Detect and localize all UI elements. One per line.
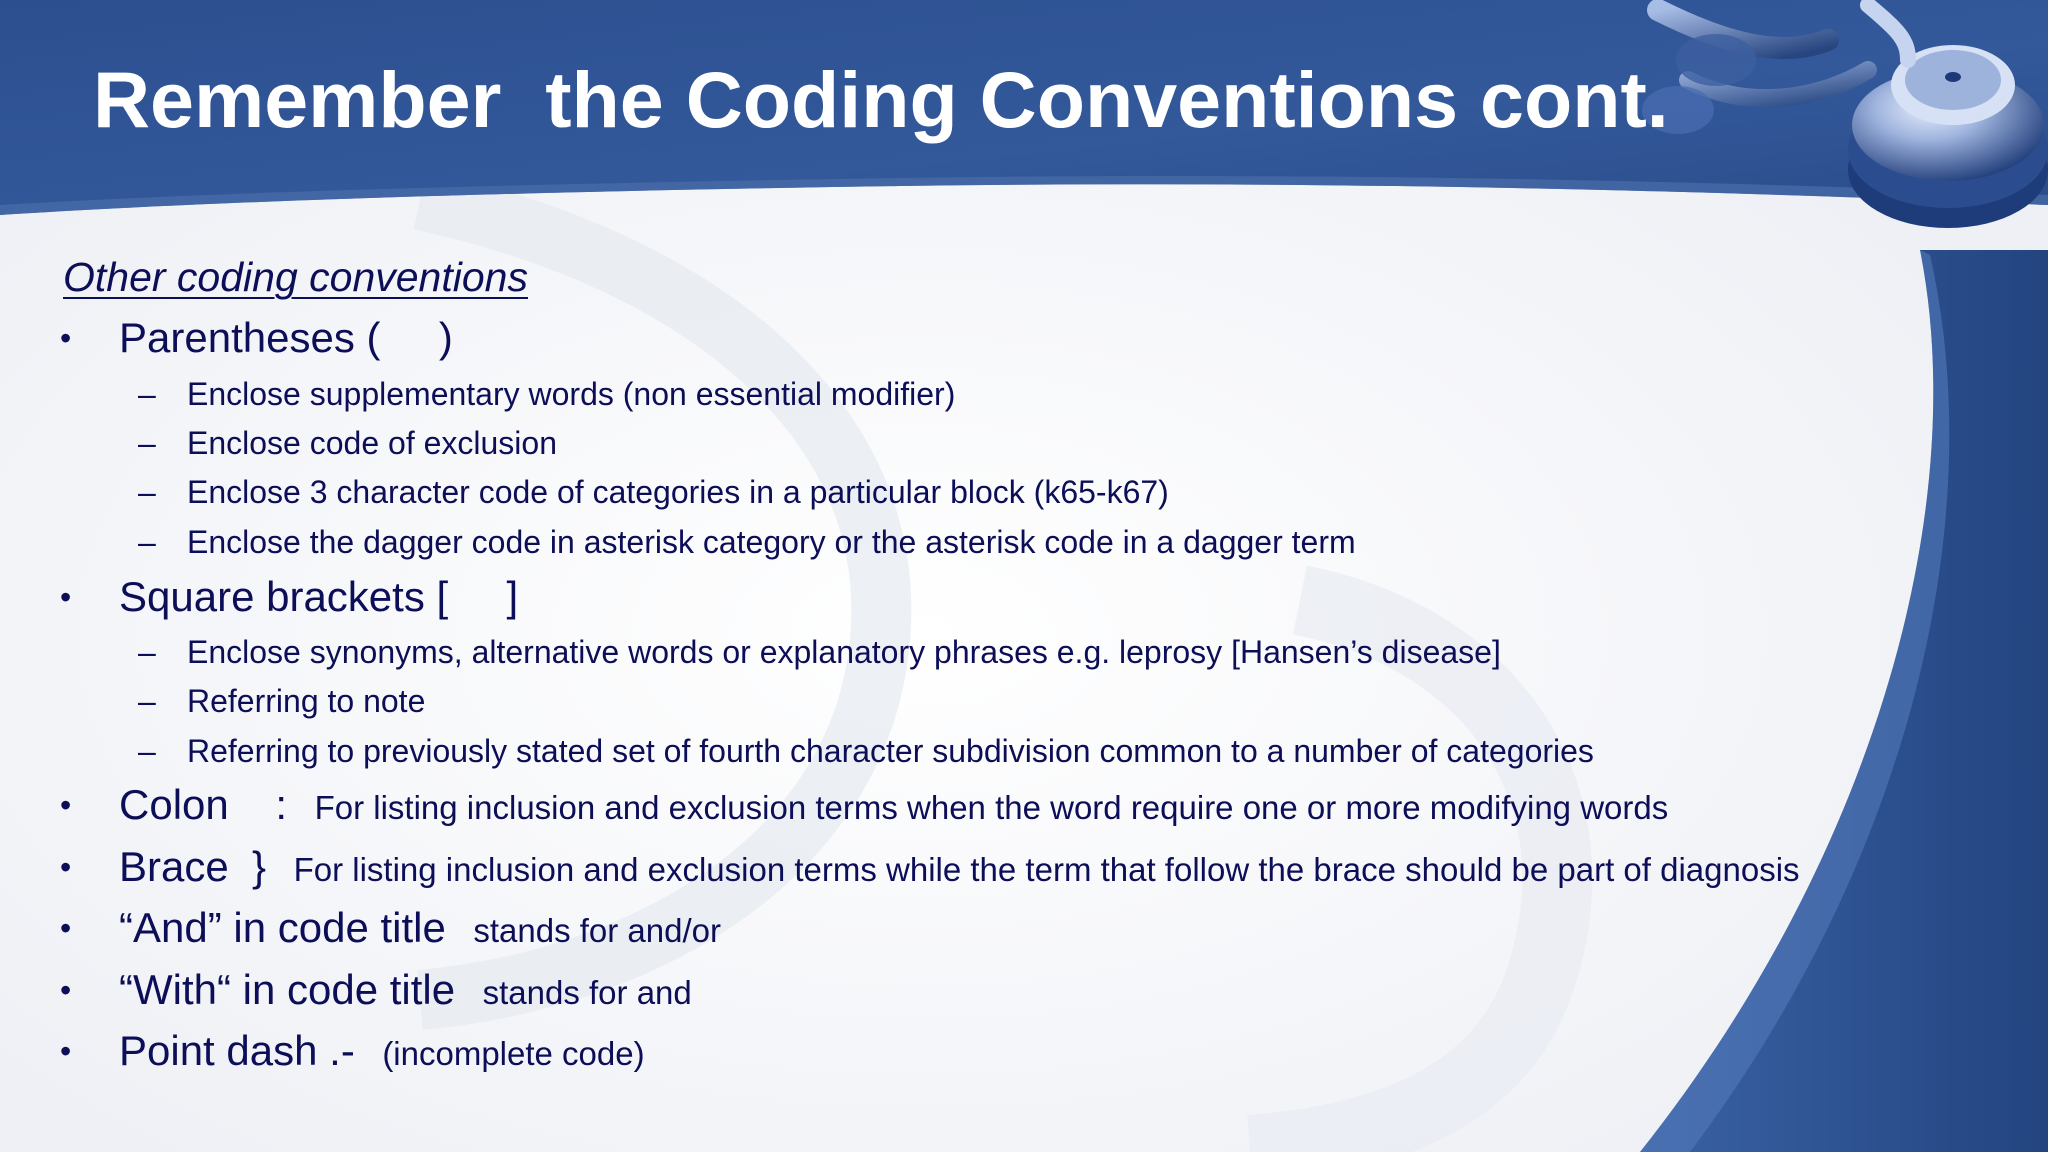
bullet-item: [119, 1027, 645, 1075]
bullet-item-description: For listing inclusion and exclusion terms when the word require one or more modifying words: [287, 789, 1669, 826]
sub-bullet-marker: –: [138, 634, 156, 670]
sub-bullet-item: Referring to note: [187, 683, 426, 719]
sub-bullet-marker: –: [138, 733, 156, 769]
sub-bullet-item: Enclose supplementary words (non essential modifier): [187, 376, 956, 412]
bullet-item-label: Colon :: [119, 781, 288, 828]
section-subtitle: Other coding conventions: [63, 254, 528, 300]
sub-bullet-marker: –: [138, 474, 156, 510]
sub-bullet-item: Enclose 3 character code of categories in a particular block (k65-k67): [187, 474, 1169, 510]
bullet-marker: •: [60, 910, 72, 946]
sub-bullet-item: Enclose code of exclusion: [187, 425, 557, 461]
bullet-item-label: Brace }: [119, 843, 267, 890]
bullet-item: [119, 966, 692, 1014]
bullet-marker: •: [60, 579, 72, 615]
bullet-item-label: “With“ in code title: [119, 966, 456, 1013]
sub-bullet-item: Referring to previously stated set of fourth character subdivision common to a number of categories: [187, 733, 1594, 769]
bullet-marker: •: [60, 849, 72, 885]
bullet-item: [119, 781, 1668, 829]
stethoscope-image: [1568, 0, 2048, 300]
bullet-marker: •: [60, 972, 72, 1008]
bullet-marker: •: [60, 320, 72, 356]
bullet-item-label: “And” in code title: [119, 904, 446, 951]
sub-bullet-marker: –: [138, 425, 156, 461]
sub-bullet-marker: –: [138, 524, 156, 560]
slide-title: Remember the Coding Conventions cont.: [93, 55, 1669, 144]
sub-bullet-item: Enclose the dagger code in asterisk category or the asterisk code in a dagger term: [187, 524, 1356, 560]
bullet-item: [119, 314, 453, 362]
bullet-marker: •: [60, 1033, 72, 1069]
bullet-item-description: stands for and/or: [445, 912, 721, 949]
sub-bullet-marker: –: [138, 376, 156, 412]
bullet-marker: •: [60, 787, 72, 823]
bullet-item-description: stands for and: [455, 974, 692, 1011]
bullet-item-label: Square brackets [ ]: [119, 573, 519, 620]
bullet-item: [119, 843, 1800, 891]
bullet-item-description: (incomplete code): [354, 1035, 645, 1072]
bullet-item-description: For listing inclusion and exclusion terms while the term that follow the brace should be part of diagnosis: [266, 851, 1800, 888]
bullet-item: [119, 573, 518, 621]
bullet-item-label: Point dash .-: [119, 1027, 355, 1074]
bullet-item-label: Parentheses ( ): [119, 314, 453, 361]
sub-bullet-marker: –: [138, 683, 156, 719]
bullet-item: [119, 904, 721, 952]
sub-bullet-item: Enclose synonyms, alternative words or explanatory phrases e.g. leprosy [Hansen’s disease]: [187, 634, 1501, 670]
